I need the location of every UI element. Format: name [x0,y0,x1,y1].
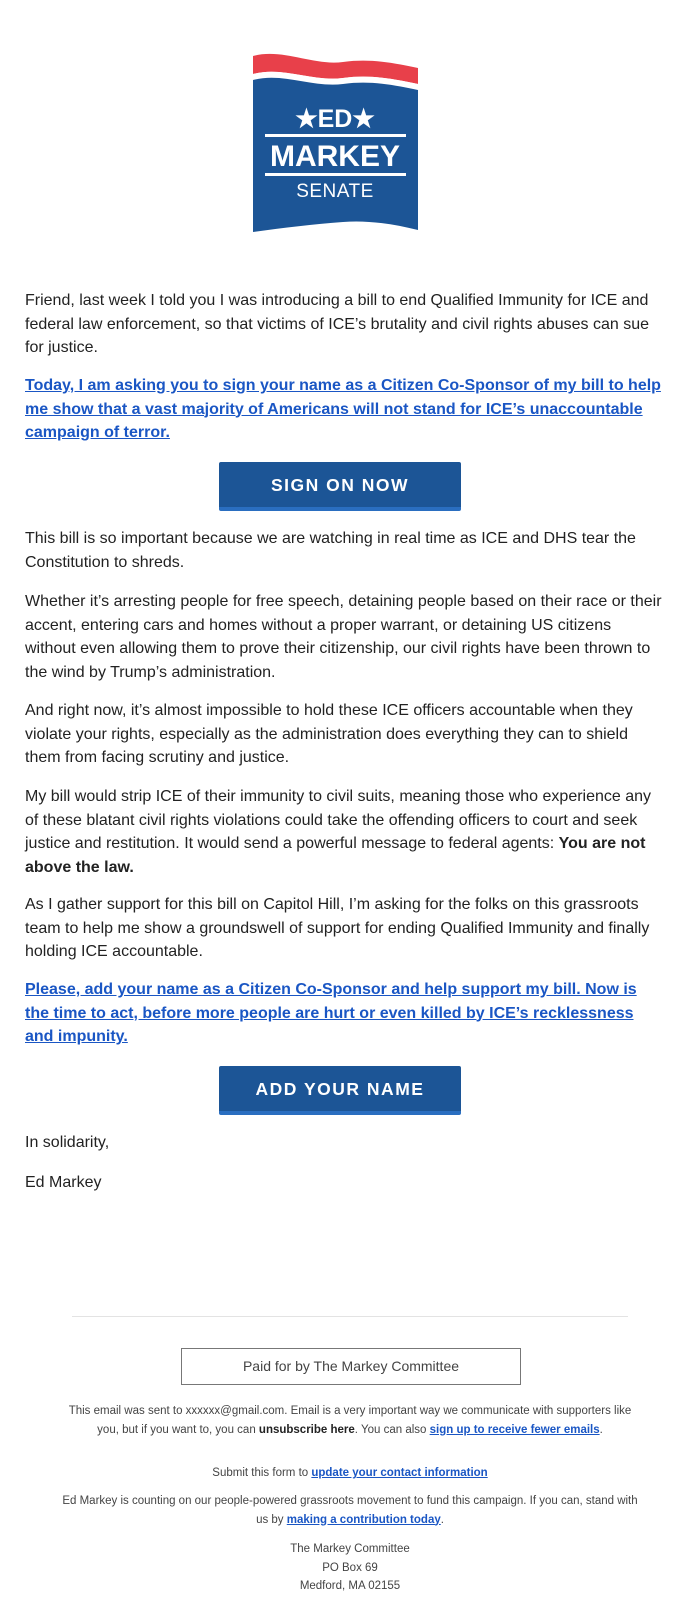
contribution-prefix: Ed Markey is counting on our people-powered grassroots movement to fund this campaign. If you can, stand with us by [62,1495,638,1526]
sign-on-now-button[interactable]: SIGN ON NOW [219,462,461,511]
closing-text: In solidarity, [25,1134,110,1151]
add-your-name-button[interactable]: ADD YOUR NAME [219,1066,461,1115]
logo-markey-text: MARKEY [269,140,401,173]
address-line-3: Medford, MA 02155 [299,1580,401,1592]
sign-cosponsor-link[interactable]: Today, I am asking you to sign your name as a Citizen Co-Sponsor of my bill to help me show that a vast majority of Americans will not stand for ICE’s unaccountable campaign of terror. [25,377,661,441]
add-name-link[interactable]: Please, add your name as a Citizen Co-Sponsor and help support my bill. Now is the time to act, before more people are hurt or even killed by ICE’s recklessness and impunity. [25,981,637,1045]
contribution-link[interactable]: making a contribution today [286,1513,441,1526]
email-notice-prefix: This email was sent to [68,1405,186,1417]
bill-details-text: My bill would strip ICE of their immunity to civil suits, meaning those who experience any of these blatant civil rights violations could take the offending officers to court and seek justice and restitution. It would send a powerful message to federal agents: [25,788,652,852]
paid-for-box: Paid for by The Markey Committee [181,1348,521,1385]
update-contact-prefix: Submit this form to [212,1467,312,1479]
accountability-paragraph: And right now, it’s almost impossible to hold these ICE officers accountable when they violate your rights, especially as the administration does everything they can to shield them from facing scrutiny and justice. [25,702,633,766]
logo-ed-text: ★ED★ [295,105,375,133]
update-contact-link[interactable]: update your contact information [311,1467,488,1479]
email-notice-period: . [599,1423,603,1436]
address-line-2: PO Box 69 [322,1561,378,1574]
mailing-address [60,1540,640,1596]
unsubscribe-link[interactable]: unsubscribe here [258,1423,355,1436]
email-notice-middle: . Email is a very important way we communicate with supporters like you, but if you want to, you can [97,1405,632,1436]
fewer-emails-link[interactable]: sign up to receive fewer emails [429,1423,600,1436]
signature-text: Ed Markey [25,1174,102,1191]
recipient-email: xxxxxx@gmail.com [185,1405,285,1417]
bill-details-paragraph [25,785,665,879]
ed-markey-senate-logo [253,52,418,232]
update-contact-notice [60,1464,640,1483]
contribution-notice [60,1492,640,1529]
footer-divider [72,1316,628,1317]
importance-paragraph: This bill is so important because we are watching in real time as ICE and DHS tear the Constitution to shreds. [25,530,636,571]
logo-senate-text: SENATE [296,181,374,202]
not-above-law-text: You are not above the law. [25,835,646,876]
address-line-1: The Markey Committee [290,1543,410,1555]
email-notice-also: . You can also [354,1423,430,1436]
support-paragraph: As I gather support for this bill on Capitol Hill, I’m asking for the folks on this grassroots team to help me show a groundswell of support for ending Qualified Immunity and finally holding ICE accountable. [25,896,650,960]
rights-violations-paragraph: Whether it’s arresting people for free speech, detaining people based on their race or their accent, entering cars and homes without a proper warrant, or detaining US citizens without even allowing them to prove their citizenship, our civil rights have been thrown to the wind by Trump’s administration. [25,593,662,681]
contribution-suffix: . [440,1513,444,1526]
email-notice [60,1402,640,1439]
intro-paragraph: Friend, last week I told you I was introducing a bill to end Qualified Immunity for ICE and federal law enforcement, so that victims of ICE’s brutality and civil rights abuses can sue for justice. [25,292,649,356]
